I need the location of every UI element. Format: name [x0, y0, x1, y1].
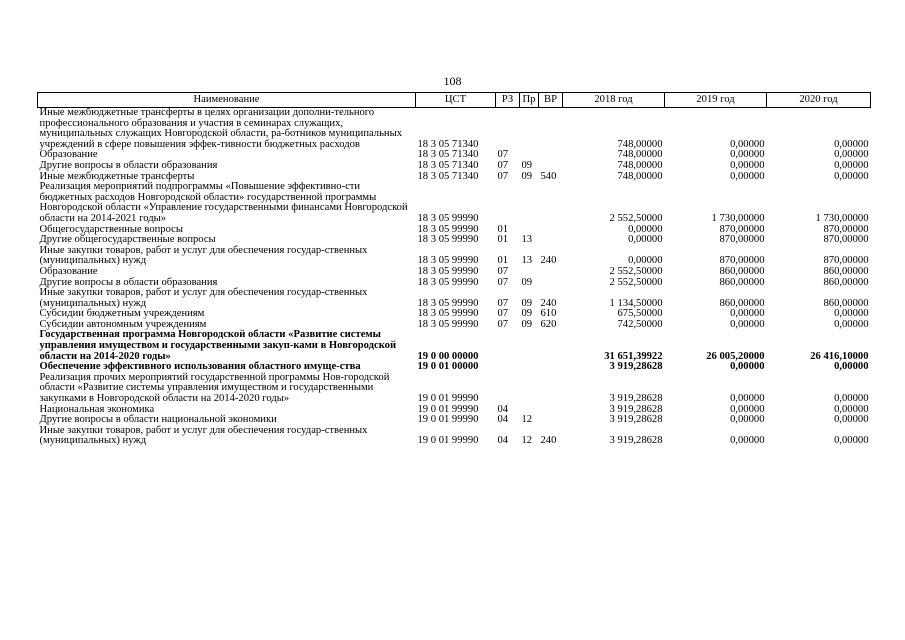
cell-2018: 0,00000: [628, 223, 663, 235]
table-row: [38, 267, 871, 278]
cell-cst: 18 3 05 99990: [417, 212, 479, 224]
cell-cst: 18 3 05 99990: [417, 265, 479, 277]
header-2020: 2020 год: [767, 93, 871, 108]
cell-2020: 0,00000: [834, 414, 869, 426]
cell-2019: 860,00000: [719, 265, 765, 277]
cell-vr: [539, 330, 563, 362]
cell-vr: 240: [540, 435, 557, 447]
cell-name: Иные межбюджетные трансферты в целях организации дополни-тельного профессионального образования и участия в семинарах служащих, муниципальных служащих Новгородской области, ра-ботников муниципальных учреждений в сфере повышения эффек-тивности бюджетных расходов: [39, 107, 403, 150]
cell-rz: 07: [497, 170, 509, 182]
cell-vr: [539, 161, 563, 172]
cell-2019: 0,00000: [730, 414, 765, 426]
cell-pr: 09: [521, 159, 533, 171]
cell-2019: 870,00000: [719, 223, 765, 235]
cell-cst: 19 0 01 00000: [417, 361, 479, 373]
cell-2019: 0,00000: [730, 138, 765, 150]
cell-vr: [539, 278, 563, 289]
cell-pr: [520, 330, 539, 362]
cell-2020: 1 730,00000: [815, 212, 869, 224]
cell-vr: [539, 405, 563, 416]
cell-2018: 3 919,28628: [609, 435, 663, 447]
cell-2018: 748,00000: [617, 170, 663, 182]
cell-pr: [520, 267, 539, 278]
cell-name: Другие вопросы в области образования: [39, 159, 218, 171]
cell-2018: 0,00000: [628, 255, 663, 267]
cell-2018: 2 552,50000: [609, 276, 663, 288]
cell-2020: 0,00000: [834, 435, 869, 447]
cell-2018: 3 919,28628: [609, 393, 663, 405]
header-cst: ЦСТ: [416, 93, 496, 108]
cell-pr: [520, 108, 539, 151]
page-number: 108: [443, 74, 462, 88]
cell-rz: 07: [497, 265, 509, 277]
cell-rz: 07: [497, 297, 509, 309]
cell-2018: 1 134,50000: [609, 297, 663, 309]
cell-2018: 0,00000: [628, 234, 663, 246]
cell-2018: 748,00000: [617, 149, 663, 161]
cell-2020: 26 416,10000: [810, 350, 869, 362]
cell-rz: 07: [497, 308, 509, 320]
cell-name: Реализация прочих мероприятий государственной программы Нов-городской области «Развитие системы управления имуществом и государственными закупками в Новгородской области на 2014-2020 годы»: [39, 371, 390, 405]
cell-vr: 540: [540, 170, 557, 182]
table-row: [38, 182, 871, 224]
cell-2020: 860,00000: [823, 297, 869, 309]
cell-pr: [520, 373, 539, 405]
header-pr: Пр: [520, 93, 539, 108]
cell-pr: 09: [521, 297, 533, 309]
cell-pr: 09: [521, 318, 533, 330]
cell-2018: 742,50000: [617, 318, 663, 330]
cell-cst: 18 3 05 99990: [417, 223, 479, 235]
cell-2018: 2 552,50000: [609, 212, 663, 224]
table-row: [38, 161, 871, 172]
cell-vr: [539, 225, 563, 236]
cell-2019: 860,00000: [719, 276, 765, 288]
cell-pr: [520, 182, 539, 224]
cell-cst: 19 0 00 00000: [417, 350, 479, 362]
cell-2020: 0,00000: [834, 170, 869, 182]
cell-rz: 01: [497, 234, 509, 246]
cell-2020: 0,00000: [834, 393, 869, 405]
cell-cst: 18 3 05 99990: [417, 297, 479, 309]
cell-cst: 18 3 05 99990: [417, 255, 479, 267]
cell-2020: 0,00000: [834, 403, 869, 415]
cell-rz: 01: [497, 255, 509, 267]
cell-cst: 18 3 05 71340: [417, 170, 479, 182]
cell-2019: 870,00000: [719, 234, 765, 246]
cell-2020: 860,00000: [823, 265, 869, 277]
cell-2020: 870,00000: [823, 223, 869, 235]
cell-vr: [539, 150, 563, 161]
cell-rz: [496, 373, 520, 405]
cell-2018: 2 552,50000: [609, 265, 663, 277]
cell-rz: [496, 108, 520, 151]
table-row: [38, 288, 871, 309]
cell-2019: 860,00000: [719, 297, 765, 309]
cell-cst: 19 0 01 99990: [417, 435, 479, 447]
cell-rz: 07: [497, 276, 509, 288]
cell-name: Реализация мероприятий подпрограммы «Повышение эффективно-сти бюджетных расходов Новгородской области» государственной программы Новгородской области «Управление государственными финансами Новгородской области на 2014-2021 годы»: [39, 181, 408, 224]
header-name: Наименование: [38, 93, 416, 108]
cell-name: Общегосударственные вопросы: [39, 223, 183, 235]
cell-rz: 07: [497, 318, 509, 330]
cell-rz: [496, 362, 520, 373]
cell-pr: 12: [521, 414, 533, 426]
cell-2020: 860,00000: [823, 276, 869, 288]
cell-2019: 0,00000: [730, 159, 765, 171]
cell-2018: 3 919,28628: [609, 403, 663, 415]
cell-2019: 0,00000: [730, 435, 765, 447]
cell-2020: 870,00000: [823, 234, 869, 246]
cell-cst: 18 3 05 99990: [417, 308, 479, 320]
cell-2019: 0,00000: [730, 170, 765, 182]
header-rz: РЗ: [496, 93, 520, 108]
cell-cst: 18 3 05 99990: [417, 234, 479, 246]
cell-vr: 610: [540, 308, 557, 320]
cell-2018: 3 919,28628: [609, 414, 663, 426]
cell-rz: 07: [497, 159, 509, 171]
table-row: [38, 373, 871, 405]
cell-2020: 0,00000: [834, 308, 869, 320]
cell-2018: 748,00000: [617, 138, 663, 150]
table-row: [38, 426, 871, 447]
table-row: [38, 246, 871, 267]
cell-2019: 0,00000: [730, 361, 765, 373]
cell-2018: 675,50000: [617, 308, 663, 320]
cell-name: Другие вопросы в области образования: [39, 276, 218, 288]
cell-2019: 870,00000: [719, 255, 765, 267]
cell-2019: 0,00000: [730, 308, 765, 320]
cell-name: Образование: [39, 149, 98, 161]
cell-rz: 01: [497, 223, 509, 235]
cell-rz: 04: [497, 414, 509, 426]
table-row: [38, 330, 871, 362]
cell-name: Субсидии бюджетным учреждениям: [39, 308, 205, 320]
cell-2020: 0,00000: [834, 361, 869, 373]
cell-2019: 1 730,00000: [711, 212, 765, 224]
cell-vr: [539, 267, 563, 278]
cell-2018: 31 651,39922: [604, 350, 663, 362]
cell-cst: 18 3 05 99990: [417, 276, 479, 288]
header-2018: 2018 год: [563, 93, 665, 108]
cell-name: Иные закупки товаров, работ и услуг для обеспечения государ-ственных (муниципальных) нужд: [39, 244, 368, 267]
cell-pr: 13: [521, 234, 533, 246]
cell-pr: [520, 362, 539, 373]
cell-name: Иные межбюджетные трансферты: [39, 170, 195, 182]
cell-cst: 18 3 05 71340: [417, 138, 479, 150]
table-row: [38, 108, 871, 151]
cell-pr: 09: [521, 170, 533, 182]
cell-cst: 18 3 05 71340: [417, 159, 479, 171]
cell-pr: 09: [521, 276, 533, 288]
cell-2018: 3 919,28628: [609, 361, 663, 373]
cell-rz: 04: [497, 435, 509, 447]
cell-name: Национальная экономика: [39, 403, 155, 415]
cell-cst: 18 3 05 99990: [417, 318, 479, 330]
cell-2019: 0,00000: [730, 403, 765, 415]
cell-2019: 26 005,20000: [706, 350, 765, 362]
cell-cst: 19 0 01 99990: [417, 403, 479, 415]
header-vr: ВР: [539, 93, 563, 108]
cell-2018: 748,00000: [617, 159, 663, 171]
cell-name: Субсидии автономным учреждениям: [39, 318, 207, 330]
cell-2020: 0,00000: [834, 318, 869, 330]
cell-name: Государственная программа Новгородской области «Развитие системы управления имуществом и государственными закуп-ками в Новгородской области на 2014-2020 годы»: [39, 329, 397, 362]
cell-vr: 620: [540, 318, 557, 330]
cell-name: Обеспечение эффективного использования областного имуще-ства: [39, 361, 361, 373]
cell-2019: 0,00000: [730, 393, 765, 405]
cell-name: Иные закупки товаров, работ и услуг для обеспечения государ-ственных (муниципальных) нужд: [39, 424, 368, 447]
cell-vr: [539, 235, 563, 246]
cell-name: Другие вопросы в области национальной экономики: [39, 414, 277, 426]
cell-name: Другие общегосударственные вопросы: [39, 234, 216, 246]
cell-vr: [539, 182, 563, 224]
cell-name: Иные закупки товаров, работ и услуг для обеспечения государ-ственных (муниципальных) нужд: [39, 287, 368, 309]
table-header-row: [38, 93, 871, 108]
cell-2020: 0,00000: [834, 159, 869, 171]
cell-name: Образование: [39, 265, 98, 277]
cell-pr: 13: [521, 255, 533, 267]
cell-vr: [539, 108, 563, 151]
cell-vr: 240: [540, 297, 557, 309]
cell-2019: 0,00000: [730, 318, 765, 330]
cell-vr: [539, 362, 563, 373]
cell-2020: 870,00000: [823, 255, 869, 267]
header-2019: 2019 год: [665, 93, 767, 108]
cell-cst: 18 3 05 71340: [417, 149, 479, 161]
cell-cst: 19 0 01 99990: [417, 414, 479, 426]
cell-rz: [496, 330, 520, 362]
cell-pr: 12: [521, 435, 533, 447]
cell-2020: 0,00000: [834, 138, 869, 150]
cell-vr: [539, 373, 563, 405]
cell-rz: 04: [497, 403, 509, 415]
cell-vr: 240: [540, 255, 557, 267]
budget-table: [37, 92, 871, 447]
cell-pr: 09: [521, 308, 533, 320]
cell-vr: [539, 415, 563, 426]
cell-cst: 19 0 01 99990: [417, 393, 479, 405]
cell-rz: [496, 182, 520, 224]
cell-2020: 0,00000: [834, 149, 869, 161]
cell-2019: 0,00000: [730, 149, 765, 161]
cell-rz: 07: [497, 149, 509, 161]
